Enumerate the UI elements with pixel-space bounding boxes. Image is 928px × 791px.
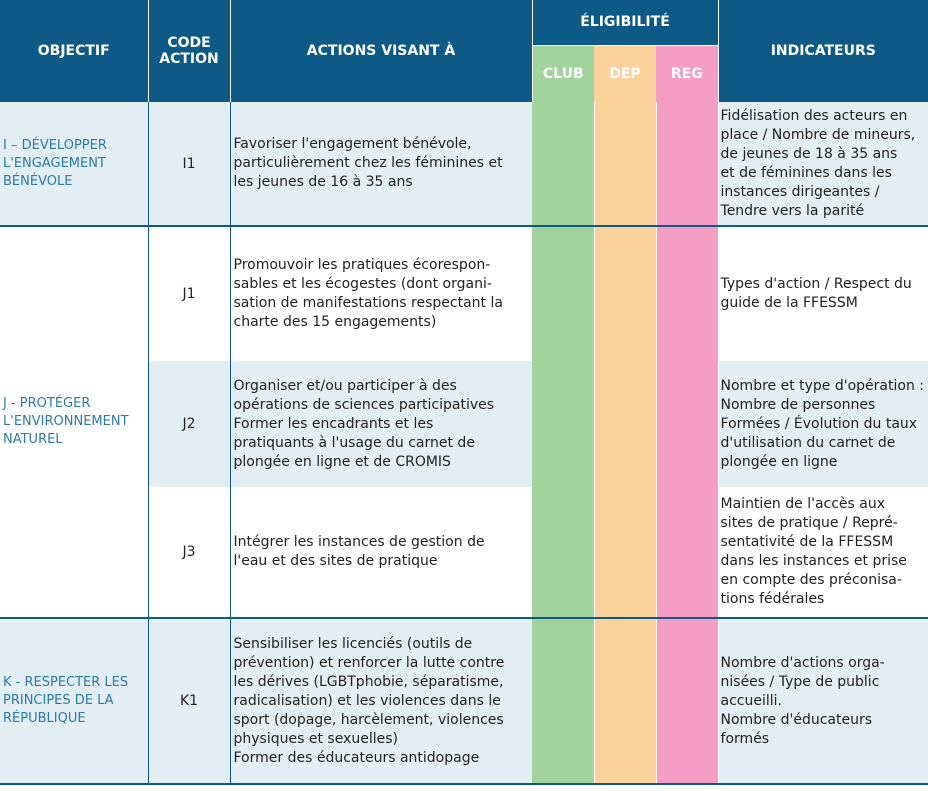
action-line: Favoriser l'engagement bénévole, bbox=[233, 136, 472, 152]
indicator-line: d'utilisation du carnet de bbox=[720, 434, 896, 451]
action-text bbox=[230, 102, 532, 226]
objective-line: NATUREL bbox=[3, 432, 63, 447]
action-text bbox=[230, 361, 532, 487]
reg-cell bbox=[656, 226, 718, 361]
objective-line: J - PROTÉGER bbox=[3, 396, 91, 411]
indicator-line: plongée en ligne bbox=[720, 453, 838, 470]
indicator-line: Tendre vers la parité bbox=[720, 202, 865, 219]
club-cell bbox=[532, 487, 594, 618]
action-line: sables et les écogestes (dont organi- bbox=[233, 276, 492, 292]
indicator-line: Nombre d'éducateurs bbox=[720, 711, 872, 728]
indicator-line: et de féminines dans les bbox=[720, 164, 892, 181]
indicator-line: Formées / Évolution du taux bbox=[720, 415, 918, 432]
action-line: sation de manifestations respectant la bbox=[233, 295, 503, 311]
club-cell bbox=[532, 618, 594, 784]
indicator-line: Nombre d'actions orga- bbox=[720, 654, 885, 671]
header-objectif: OBJECTIF bbox=[0, 0, 148, 102]
objective-line: K - RESPECTER LES bbox=[3, 675, 129, 690]
indicators-text bbox=[718, 102, 928, 226]
header-indicateurs: INDICATEURS bbox=[718, 0, 928, 102]
table-row bbox=[0, 102, 928, 226]
action-line: radicalisation) et les violences dans le bbox=[233, 692, 501, 709]
indicators-text bbox=[718, 487, 928, 618]
indicator-line: sites de pratique / Repré- bbox=[720, 515, 898, 531]
action-line: Former les encadrants et les bbox=[233, 415, 434, 432]
action-line: Intégrer les instances de gestion de bbox=[233, 534, 485, 550]
dep-cell bbox=[594, 361, 656, 487]
action-line: les jeunes de 16 à 35 ans bbox=[233, 174, 413, 190]
header-code-action bbox=[148, 0, 230, 102]
action-line: Promouvoir les pratiques écorespon- bbox=[233, 257, 491, 273]
indicator-line: instances dirigeantes / bbox=[720, 183, 880, 200]
objective-line: BÉNÉVOLE bbox=[3, 173, 73, 189]
objective-line: L'ENGAGEMENT bbox=[3, 155, 106, 171]
indicator-line: en compte des préconisa- bbox=[720, 572, 902, 588]
indicator-line: guide de la FFESSM bbox=[720, 295, 858, 311]
action-code: J2 bbox=[148, 361, 230, 487]
objective-cell bbox=[0, 226, 148, 618]
indicator-line: Fidélisation des acteurs en bbox=[720, 107, 908, 124]
action-line: Sensibiliser les licenciés (outils de bbox=[233, 635, 473, 652]
indicator-line: Nombre de personnes bbox=[720, 396, 876, 413]
club-cell bbox=[532, 102, 594, 226]
indicator-line: dans les instances et prise bbox=[720, 553, 907, 569]
reg-cell bbox=[656, 361, 718, 487]
header-reg: REG bbox=[656, 45, 718, 102]
objective-cell bbox=[0, 618, 148, 784]
indicator-line: place / Nombre de mineurs, bbox=[720, 126, 916, 143]
objective-cell bbox=[0, 102, 148, 226]
action-code: J1 bbox=[148, 226, 230, 361]
table-row bbox=[0, 226, 928, 361]
indicator-line: Types d'action / Respect du bbox=[720, 276, 912, 292]
indicator-line: de jeunes de 18 à 35 ans bbox=[720, 145, 898, 162]
action-code: I1 bbox=[148, 102, 230, 226]
header-club: CLUB bbox=[532, 45, 594, 102]
action-code: K1 bbox=[148, 618, 230, 784]
action-line: les dérives (LGBTphobie, séparatisme, bbox=[233, 673, 504, 690]
club-cell bbox=[532, 226, 594, 361]
reg-cell bbox=[656, 618, 718, 784]
reg-cell bbox=[656, 487, 718, 618]
action-line: l'eau et des sites de pratique bbox=[233, 553, 438, 569]
action-code: J3 bbox=[148, 487, 230, 618]
reg-cell bbox=[656, 102, 718, 226]
header-actions: ACTIONS VISANT À bbox=[230, 0, 532, 102]
table-row bbox=[0, 618, 928, 784]
objective-line: L'ENVIRONNEMENT bbox=[3, 414, 129, 429]
action-line: Organiser et/ou participer à des bbox=[233, 377, 457, 394]
indicator-line: tions fédérales bbox=[720, 591, 825, 607]
indicators-text bbox=[718, 361, 928, 487]
indicator-line: sentativité de la FFESSM bbox=[720, 534, 894, 550]
header-code-line2: ACTION bbox=[159, 51, 219, 67]
dep-cell bbox=[594, 487, 656, 618]
objective-line: I – DÉVELOPPER bbox=[3, 137, 107, 153]
header-dep: DEP bbox=[594, 45, 656, 102]
header-code-line1: CODE bbox=[167, 35, 211, 51]
action-text bbox=[230, 618, 532, 784]
action-line: physiques et sexuelles) bbox=[233, 730, 398, 747]
action-line: opérations de sciences participatives bbox=[233, 396, 495, 413]
dep-cell bbox=[594, 618, 656, 784]
action-line: sport (dopage, harcèlement, violences bbox=[233, 711, 504, 728]
indicators-text bbox=[718, 226, 928, 361]
objective-line: PRINCIPES DE LA bbox=[3, 693, 114, 708]
dep-cell bbox=[594, 226, 656, 361]
indicators-text bbox=[718, 618, 928, 784]
indicator-line: Nombre et type d'opération : bbox=[720, 377, 924, 394]
header-eligibilite: ÉLIGIBILITÉ bbox=[532, 0, 718, 45]
action-line: prévention) et renforcer la lutte contre bbox=[233, 654, 505, 671]
club-cell bbox=[532, 361, 594, 487]
action-line: plongée en ligne et de CROMIS bbox=[233, 453, 451, 470]
indicator-line: formés bbox=[720, 730, 770, 747]
indicator-line: accueilli. bbox=[720, 692, 782, 709]
action-line: particulièrement chez les féminines et bbox=[233, 155, 503, 171]
dep-cell bbox=[594, 102, 656, 226]
action-line: charte des 15 engagements) bbox=[233, 314, 437, 330]
objective-line: RÉPUBLIQUE bbox=[3, 711, 86, 726]
action-text bbox=[230, 487, 532, 618]
action-line: pratiquants à l'usage du carnet de bbox=[233, 434, 475, 451]
indicator-line: Maintien de l'accès aux bbox=[720, 496, 886, 512]
indicator-line: nisées / Type de public bbox=[720, 673, 880, 690]
action-line: Former des éducateurs antidopage bbox=[233, 749, 480, 766]
action-text bbox=[230, 226, 532, 361]
